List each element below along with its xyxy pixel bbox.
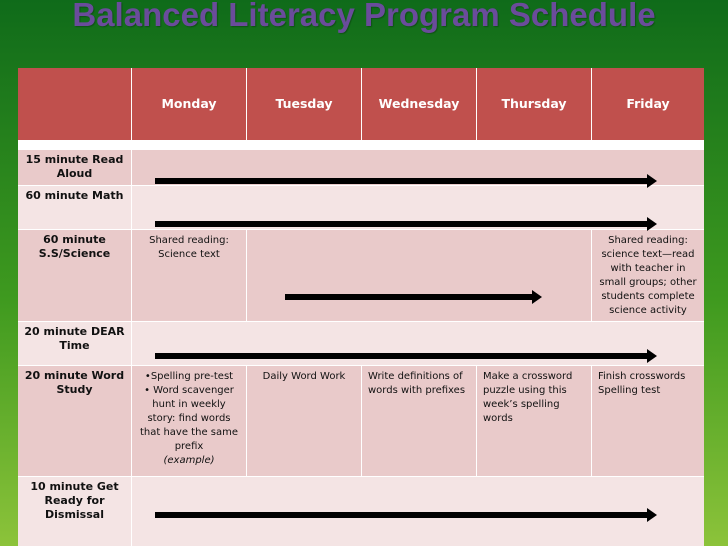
header-friday: Friday [592,68,704,140]
arrow-dismissal [155,511,657,519]
arrow-science [285,293,542,301]
science-friday: Shared reading: science text—read with teacher in small groups; other students complete science activity [592,230,704,321]
row-label-dismissal: 10 minute Get Ready for Dismissal [18,477,131,546]
wordstudy-monday [132,366,246,476]
wordstudy-monday-pretest: •Spelling pre-test [144,371,234,382]
wordstudy-friday [592,366,704,476]
header-tuesday: Tuesday [247,68,361,140]
wordstudy-friday-test: Spelling test [598,385,661,396]
wordstudy-tuesday: Daily Word Work [247,366,361,476]
wordstudy-monday-example: (example) [163,455,215,466]
wordstudy-wednesday: Write definitions of words with prefixes [362,366,476,476]
header-wednesday: Wednesday [362,68,476,140]
page-title: Balanced Literacy Program Schedule [72,0,656,33]
header-corner [18,68,131,140]
wordstudy-thursday: Make a crossword puzzle using this week’s spelling words [477,366,591,476]
row-label-math: 60 minute Math [18,186,131,229]
row-label-word-study: 20 minute Word Study [18,366,131,476]
arrow-dear [155,352,657,360]
wordstudy-monday-scavenger: • Word scavenger hunt in weekly story: find words that have the same prefix [139,385,239,452]
wordstudy-friday-finish: Finish crosswords [598,371,686,382]
row-label-read-aloud: 15 minute Read Aloud [18,150,131,185]
arrow-math [155,220,657,228]
header-monday: Monday [132,68,246,140]
science-monday: Shared reading: Science text [132,230,246,321]
arrow-read-aloud [155,177,657,185]
row-label-science: 60 minute S.S/Science [18,230,131,321]
header-thursday: Thursday [477,68,591,140]
science-middle-span [247,230,591,321]
schedule-table [18,68,704,546]
row-label-dear: 20 minute DEAR Time [18,322,131,365]
